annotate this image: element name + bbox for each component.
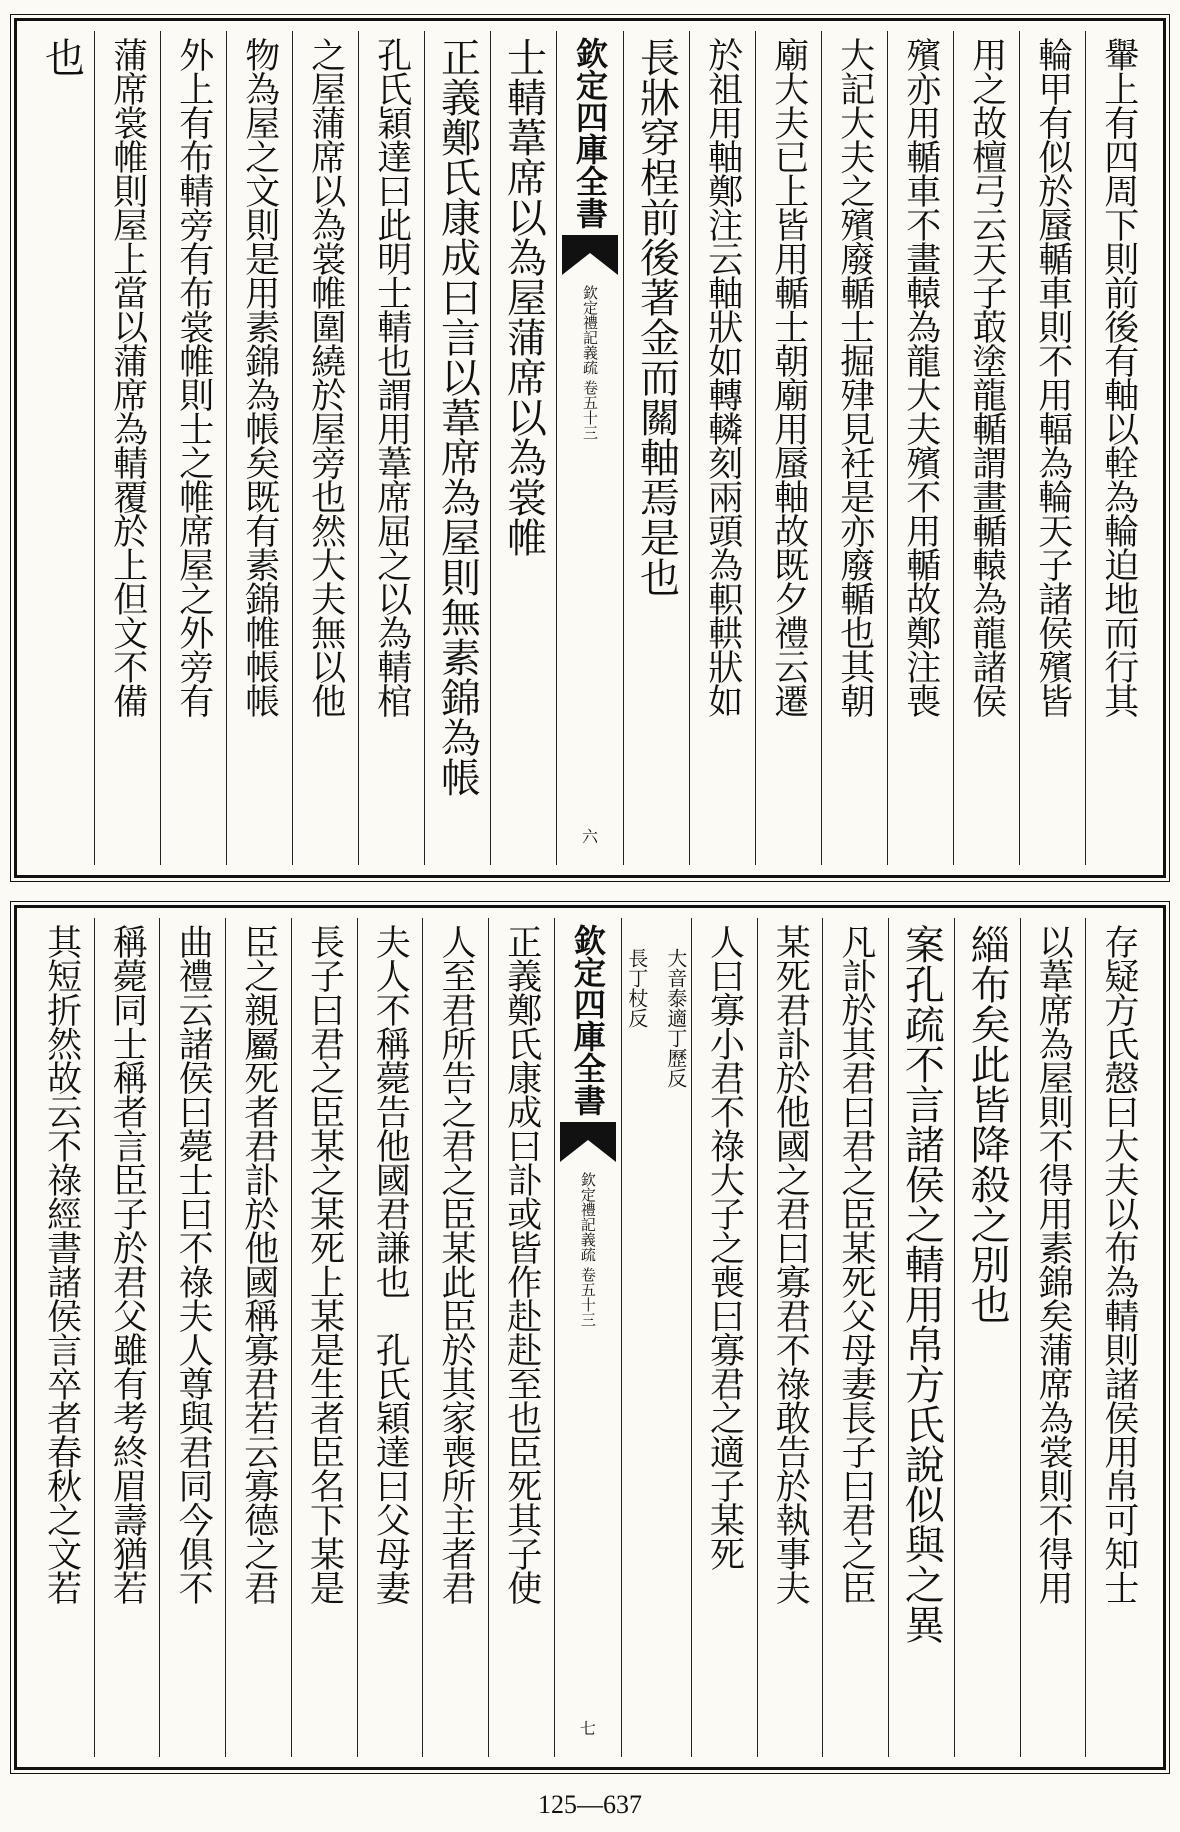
annotation-column: [621, 918, 691, 1757]
volume-label: 欽定禮記義疏 卷五十三: [578, 1172, 597, 1327]
text-column: 正義鄭氏康成曰訃或皆作赴赴至也臣死其子使: [488, 918, 554, 1757]
text-column: 於祖用軸鄭注云軸狀如轉轔刻兩頭為軹輁狀如: [689, 31, 755, 865]
text-column: 輪甲有似於蜃輴車則不用輻為輪天子諸侯殯皆: [1019, 31, 1085, 865]
pronunciation-note: 長丁杖反: [624, 948, 649, 1028]
page-footer-number: 125—637: [538, 1790, 642, 1819]
volume-label: 欽定禮記義疏 卷五十三: [581, 285, 599, 440]
text-column: 廟大夫已上皆用輴士朝廟用蜃軸故既夕禮云遷: [755, 31, 821, 865]
text-column: 存疑方氏慤曰大夫以布為輤則諸侯用帛可知士: [1085, 918, 1151, 1757]
text-column: 外上有布輤旁有布裳帷則士之帷席屋之外旁有: [160, 31, 226, 865]
book-title: 欽定四庫全書: [568, 924, 607, 1116]
text-column: 夫人不稱薨告他國君謙也 孔氏穎達曰父母妻: [357, 918, 423, 1757]
text-column: 案孔疏不言諸侯之輤用帛方氏說似與之異: [888, 918, 954, 1757]
text-column: 用之故檀弓云天子菆塗龍輴謂畫輴轅為龍諸侯: [953, 31, 1019, 865]
fish-tail-mark-icon: [562, 235, 618, 275]
text-column: 蒲席裳帷則屋上當以蒲席為輤覆於上但文不備: [94, 31, 160, 865]
page-number: 六: [581, 827, 598, 846]
text-column: 殯亦用輴車不畫轅為龍大夫殯不用輴故鄭注喪: [887, 31, 953, 865]
text-column: 孔氏穎達曰此明士輤也謂用葦席屈之以為輤棺: [358, 31, 424, 865]
fish-tail-mark-icon: [560, 1122, 616, 1162]
text-column: 其短折然故云不祿經書諸侯言卒者春秋之文若: [41, 924, 82, 1604]
text-column: 轝上有四周下則前後有軸以輇為輪迫地而行其: [1085, 31, 1151, 865]
text-column: 以葦席為屋則不得用素錦矣蒲席為裳則不得用: [1020, 918, 1086, 1757]
text-column: 之屋蒲席以為裳帷圍繞於屋旁也然大夫無以他: [292, 31, 358, 865]
text-column: 大記大夫之殯廢輴士掘肂見衽是亦廢輴也其朝: [821, 31, 887, 865]
text-column: 臣之親屬死者君訃於他國稱寡君若云寡德之君: [225, 918, 291, 1757]
text-column: 人曰寡小君不祿大子之喪曰寡君之適子某死: [691, 918, 757, 1757]
top-page-panel: [14, 18, 1166, 878]
page-number: 七: [579, 1719, 596, 1738]
text-column: 物為屋之文則是用素錦為帳矣既有素錦帷帳帳: [226, 31, 292, 865]
text-column: 凡訃於其君曰君之臣某死父母妻長子曰君之臣: [822, 918, 888, 1757]
bottom-page-panel: [14, 905, 1166, 1770]
text-column: 長子曰君之臣某之某死上某是生者臣名下某是: [291, 918, 357, 1757]
center-fold: [556, 31, 623, 865]
text-column: 某死君訃於他國之君曰寡君不祿敢告於執事夫: [757, 918, 823, 1757]
text-column: 曲禮云諸侯曰薨士曰不祿夫人尊與君同今俱不: [159, 918, 225, 1757]
book-title: 欽定四庫全書: [571, 37, 609, 229]
text-column: 緇布矣此皆降殺之別也: [954, 918, 1020, 1757]
center-fold: [554, 918, 621, 1757]
text-column: 士輤葦席以為屋蒲席以為裳帷: [490, 31, 556, 865]
text-column: 人至君所告之君之臣某此臣於其家喪所主者君: [422, 918, 488, 1757]
text-column: 稱薨同士稱者言臣子於君父雖有考終眉壽猶若: [94, 918, 160, 1757]
text-column: 也: [38, 37, 85, 77]
text-column: 長牀穿桯前後著金而關軸焉是也: [623, 31, 689, 865]
pronunciation-note: 大音泰適丁歷反: [663, 948, 688, 1088]
text-column: 正義鄭氏康成曰言以葦席為屋則無素錦為帳: [424, 31, 490, 865]
